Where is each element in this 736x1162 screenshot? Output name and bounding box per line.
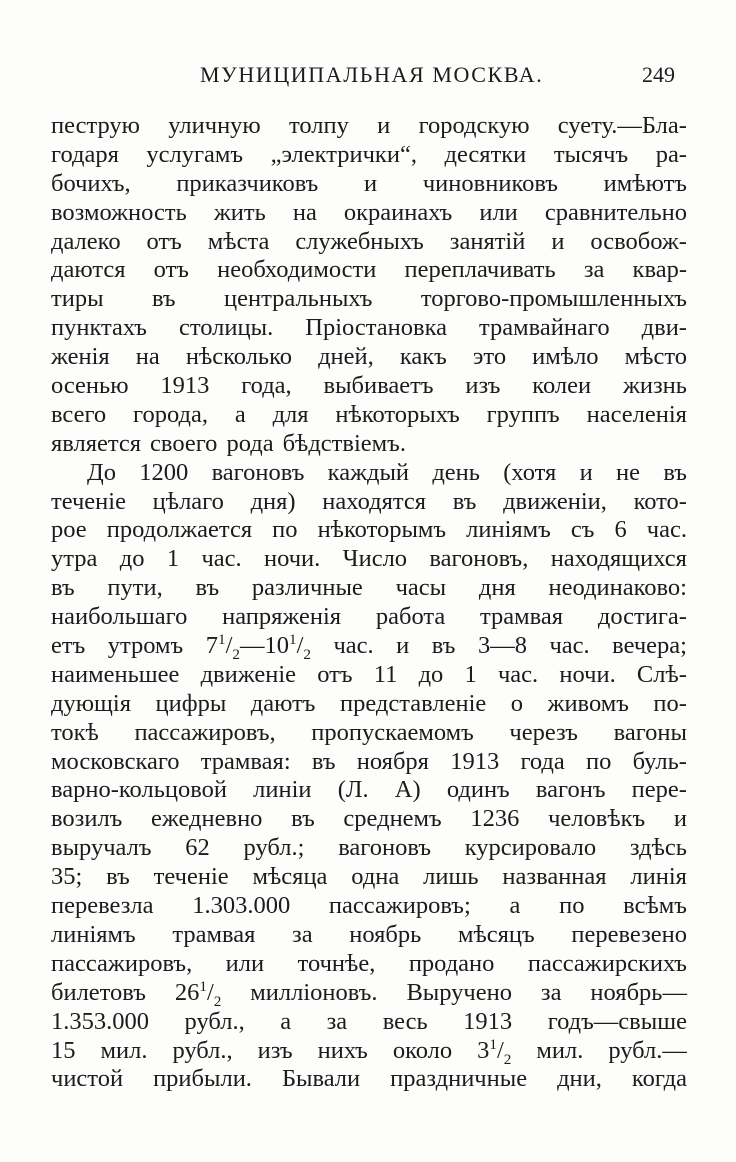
text-word: нѣкоторыхъ [335,400,460,428]
text-word: мѣсяцъ [457,920,535,948]
text-line [51,545,687,574]
text-word: для [272,400,309,428]
text-word: за [292,920,313,948]
text-word: (Л. [337,776,369,804]
text-word: услугамъ [146,140,244,168]
text-word: а [234,400,246,428]
text-word: А) [394,776,421,804]
text-word: 1236 [470,805,520,833]
text-word: изъ [257,1036,293,1064]
text-word: трамвая: [200,747,291,775]
text-word: населенiя [586,400,687,428]
text-word: здѣсь [629,834,687,862]
text-word: занятiй [449,227,526,255]
text-word: мѣста [207,227,270,255]
text-word: города, [133,400,208,428]
text-word: и [364,169,378,197]
text-word: въ [291,805,315,833]
text-word: отъ [153,256,189,284]
text-word: чиновниковъ [422,169,558,197]
text-word: московскаго [51,747,180,775]
text-word: на [135,343,160,371]
text-word: цѣлаго [152,487,224,515]
text-word: перевезено [571,920,687,948]
text-word: или [225,949,265,977]
text-word: и [377,112,391,139]
text-word: женiя [51,343,110,371]
text-line [51,343,687,372]
text-word: ра- [655,140,687,168]
text-word: дня) [250,487,296,515]
text-word: столицы. [178,314,274,342]
text-word: годаря [51,140,119,168]
text-word: отъ [317,660,353,688]
text-word: о [510,689,524,717]
text-word: въ [106,863,130,891]
text-word: сравнительно [544,198,687,226]
text-word: вагонъ [535,776,606,804]
text-word: даютъ [250,689,316,717]
text-word: и [673,805,687,833]
text-word: етъ [51,632,86,660]
text-word: отъ [146,227,182,255]
text-word: годъ—свыше [547,1007,687,1035]
text-word: 1 [166,545,180,573]
text-word: рубл.— [608,1036,687,1064]
text-line [51,112,687,141]
text-word: толпу [289,112,349,139]
text-word: весь [382,1007,428,1035]
body-text [51,112,687,1094]
text-word: ноября [356,747,429,775]
text-word: одинъ [446,776,510,804]
text-word: линiи [253,776,312,804]
text-word: окраинахъ [343,198,453,226]
text-word: является [51,429,142,457]
text-word: представленiе [339,689,487,717]
text-word: 15 [51,1036,76,1064]
text-word: продано [408,949,495,977]
text-word: осенью [51,372,129,400]
text-word: вагоны [613,718,687,746]
text-word: за [326,1007,348,1035]
text-word: трамвая [480,603,564,631]
text-word: час. [201,545,242,573]
text-word: тиры [51,285,104,313]
text-word: нѣкоторымъ [317,516,447,544]
text-word: освобож- [590,227,687,255]
text-word: перевезла [51,892,154,920]
text-word: 11 [373,660,398,688]
text-word: съ [570,516,595,544]
text-word: пунктахъ [51,314,147,342]
text-word: Число [342,545,408,573]
text-word: года, [241,372,292,400]
text-word: находящихся [550,545,687,573]
text-word: далеко [51,227,121,255]
text-word: наименьшее [51,660,180,688]
text-word: продолжается [106,516,253,544]
text-word: десятки [444,140,527,168]
text-line [51,488,687,517]
text-word: до [119,545,145,573]
text-word: около [392,1036,453,1064]
text-word: тысячъ [553,140,629,168]
text-line [51,863,687,892]
text-word: пассажировъ, [134,718,276,746]
text-word: на [292,198,317,226]
text-word: бѣдствiемъ. [282,429,406,457]
text-line [51,574,687,603]
text-word: въ [452,487,477,515]
text-word: въ [311,747,336,775]
text-word: мил. [536,1036,584,1064]
text-line [51,921,687,950]
text-word: а [280,1007,292,1035]
text-word: за [540,978,562,1006]
text-line [51,372,687,401]
text-word: имѣло [532,343,599,371]
text-word: среднемъ [343,805,442,833]
text-word: жить [213,198,266,226]
text-line [51,1037,687,1066]
text-word: по [272,516,298,544]
text-word: мѣсто [624,343,687,371]
text-word: нѣсколько [185,343,293,371]
text-word: линiя [630,863,687,891]
text-word: находятся [322,487,427,515]
text-word: пеструю [51,112,140,139]
text-word: дни, [557,1065,602,1093]
text-word: до [418,660,444,688]
text-word: теченiе [153,863,229,891]
text-line [51,199,687,228]
text-word: это [472,343,507,371]
text-word: а [509,892,521,920]
text-word: трамвайнаго [479,314,610,342]
text-word: имѣютъ [603,169,687,197]
text-word: наибольшаго [51,603,188,631]
text-word: центральныхъ [224,285,373,313]
text-word: $7^1/_2—10^1/_2$ [205,630,311,663]
text-line [51,661,687,690]
text-word: работа [375,603,446,631]
text-word: даются [51,256,126,284]
text-word: торгово-промышленныхъ [420,285,687,313]
text-line [51,1065,687,1094]
text-word: въ [663,458,687,486]
text-word: черезъ [509,718,578,746]
text-word: 1913 [450,747,500,775]
text-line [51,950,687,979]
text-word: „электрички“, [270,140,417,168]
text-word: вечера; [612,632,687,660]
text-word: курсировало [464,834,597,862]
text-line [51,314,687,343]
text-line [51,459,687,488]
text-line [51,603,687,632]
text-word: Прiостановка [305,314,447,342]
running-header [200,58,675,92]
text-word: ночи. [264,545,321,573]
text-word: переплачивать [404,256,556,284]
text-word: бочихъ, [51,169,131,197]
text-word: движенiи, [503,487,607,515]
text-word: линiямъ [51,920,136,948]
text-word: приказчиковъ [176,169,319,197]
text-word: пассажировъ; [328,892,471,920]
text-word: необходимости [217,256,377,284]
text-word: буль- [632,747,687,775]
text-word: 35; [51,863,83,891]
text-word: ночи. [559,660,616,688]
text-word: возможность [51,198,187,226]
text-word: по [559,892,585,920]
text-word: Слѣ- [636,660,687,688]
text-line [51,285,687,314]
text-word: городскую [418,112,530,139]
text-word: достига- [597,603,687,631]
text-word: 6 [614,516,627,544]
text-word: 3—8 [477,632,527,660]
text-word: выбиваетъ [323,372,434,400]
text-word: варно-кольцовой [51,776,227,804]
text-word: (хотя [503,458,557,486]
text-word: года [520,747,565,775]
text-line [51,776,687,805]
text-word: До [87,458,116,486]
text-word: по- [653,689,687,717]
text-line [51,228,687,257]
text-word: ноябрь [349,920,422,948]
text-word: 1.353.000 [51,1007,149,1035]
text-word: и [551,227,565,255]
text-line [51,690,687,719]
text-word: трамвая [172,920,256,948]
text-line [51,834,687,863]
text-word: Выручено [406,978,512,1006]
text-word: названная [502,863,607,891]
text-word: день [432,458,480,486]
text-word: служебныхъ [295,227,424,255]
text-word: цифры [155,689,227,717]
text-word: колеи [532,372,592,400]
text-word: жизнь [622,372,687,400]
text-word: когда [631,1065,687,1093]
text-word: изъ [465,372,501,400]
text-word: мѣсяца [252,863,328,891]
text-word: человѣкъ [548,805,646,833]
text-word: теченiе [51,487,126,515]
text-word: 1200 [139,458,189,486]
text-word: рубл., [172,1036,233,1064]
text-word: и [579,458,593,486]
text-word: рубл.; [243,834,305,862]
text-word: токѣ [51,718,99,746]
text-line [51,256,687,285]
text-word: рубл., [184,1007,245,1035]
text-word: не [616,458,641,486]
text-word: дней, [318,343,374,371]
text-word: вагоновъ [211,458,305,486]
text-word: дующiя [51,689,131,717]
text-word: $3^1/_2$ [477,1035,512,1068]
text-line [51,748,687,777]
text-word: рода [226,429,274,457]
text-word: неодинаково: [548,574,687,602]
text-word: по [586,747,612,775]
text-word: час. [646,516,687,544]
text-word: чистой [51,1065,124,1093]
page-number: 249 [642,62,675,87]
text-word: 1.303.000 [192,892,291,920]
text-word: час. [549,632,590,660]
text-word: своего [150,429,218,457]
text-word: праздничные [390,1065,528,1093]
text-word: за [583,256,605,284]
text-word: кото- [633,487,687,515]
text-word: квар- [632,256,687,284]
text-word: въ [195,574,220,602]
text-line [51,516,687,545]
text-word: и [396,632,410,660]
text-line [51,892,687,921]
text-word: или [479,198,518,226]
text-word: пере- [631,776,687,804]
text-word: мил. [100,1036,148,1064]
text-word: 62 [185,834,210,862]
text-word: ежедневно [151,805,263,833]
text-line [51,430,687,459]
text-word: час. [497,660,539,688]
text-word: ноябрь— [590,978,687,1006]
text-word: прибыли. [153,1065,252,1093]
text-word: миллiоновъ. [250,978,378,1006]
text-word: 1913 [463,1007,513,1035]
running-title: МУНИЦИПАЛЬНАЯ МОСКВА. [200,62,544,87]
text-word: нихъ [317,1036,368,1064]
text-word: лишь [423,863,479,891]
text-line [51,805,687,834]
text-word: движенiе [200,660,297,688]
text-word: уличную [168,112,261,139]
text-line [51,719,687,748]
text-word: билетовъ [51,978,146,1006]
text-word: 1 [464,660,477,688]
text-word: вагоновъ, [429,545,529,573]
text-word: каждый [327,458,410,486]
text-word: живомъ [547,689,629,717]
text-word: всего [51,400,107,428]
text-word: дви- [641,314,687,342]
text-word: пассажировъ, [51,949,193,977]
text-line [51,401,687,430]
text-word: какъ [399,343,447,371]
text-word: въ [51,574,75,602]
text-word: Бывали [281,1065,361,1093]
text-line [51,1008,687,1037]
text-word: $26^1/_2$ [174,977,222,1010]
text-word: 1913 [160,372,210,400]
text-word: возилъ [51,805,123,833]
text-word: группъ [486,400,560,428]
text-line [51,141,687,170]
text-word: выручалъ [51,834,152,862]
text-word: час. [333,632,374,660]
text-word: дня [478,574,516,602]
text-word: пропускаемомъ [311,718,474,746]
text-word: утромъ [107,632,184,660]
text-word: суету.—Бла- [557,112,687,139]
text-word: рое [51,516,87,544]
text-word: точнѣе, [297,949,376,977]
text-word: въ [431,632,456,660]
text-word: въ [151,285,176,313]
text-word: напряженiя [222,603,342,631]
text-word: линiямъ [466,516,551,544]
text-word: пассажирскихъ [527,949,687,977]
text-word: различные [251,574,363,602]
text-word: утра [51,545,98,573]
text-line [51,170,687,199]
text-word: всѣмъ [623,892,687,920]
text-word: пути, [107,574,163,602]
text-word: часы [395,574,447,602]
text-word: одна [351,863,400,891]
text-line [51,979,687,1008]
text-word: вагоновъ [338,834,431,862]
text-line [51,632,687,661]
